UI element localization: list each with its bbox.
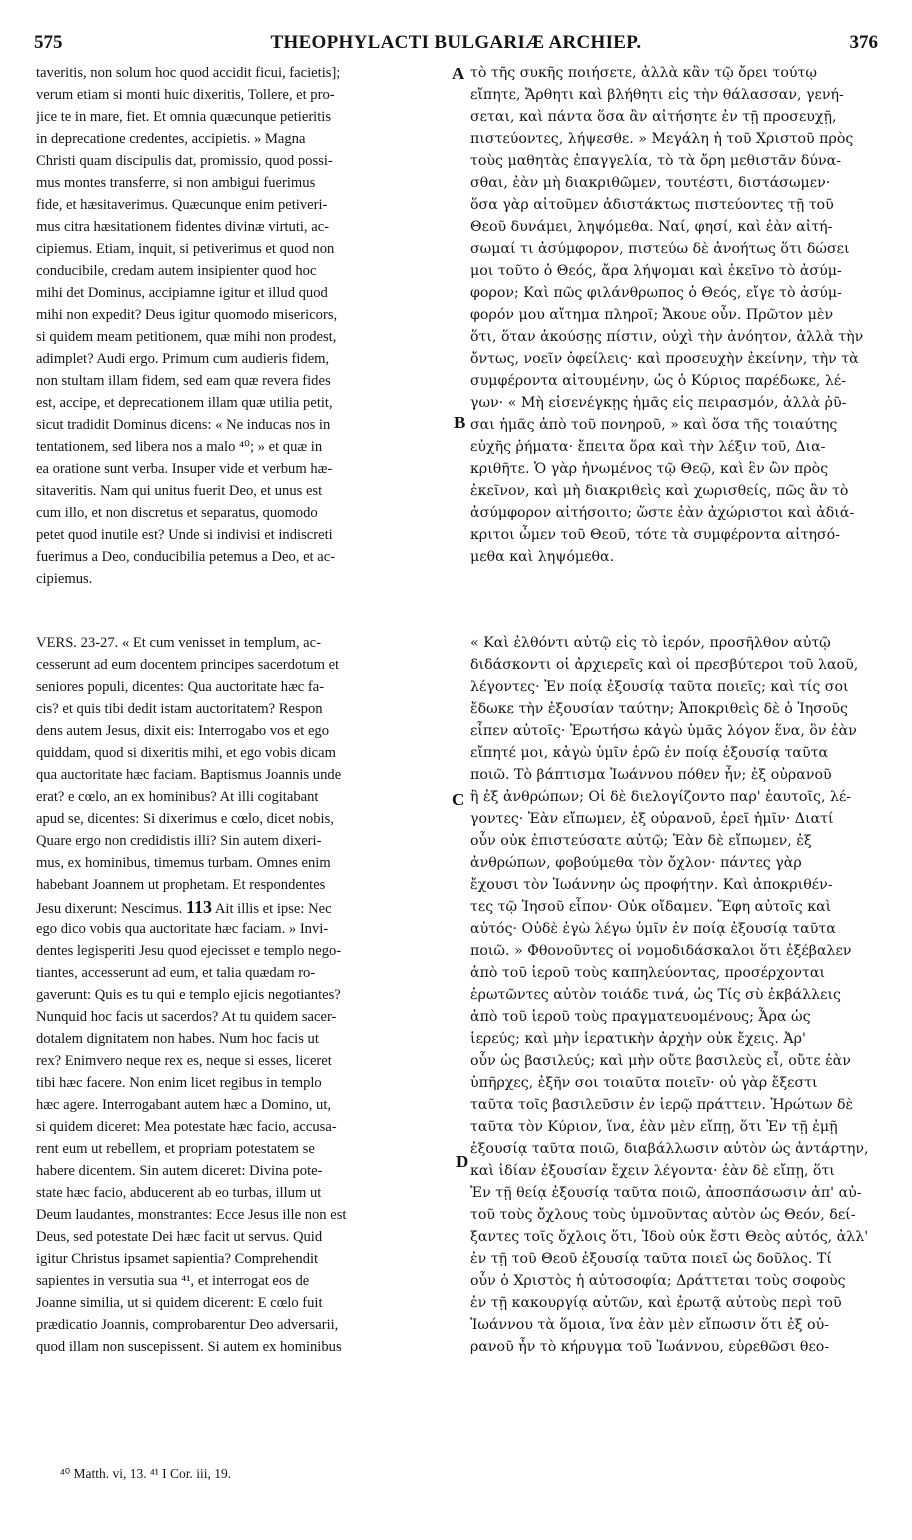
- greek-text-line: συμφέροντα αἰτουμένην, ὡς ὁ Κύριος παρέδωκε, λέ-: [470, 373, 847, 389]
- latin-text-line: dotalem dignitatem non habes. Num hoc facis ut: [36, 1031, 319, 1047]
- greek-text-line: κριτοι ὦμεν τοῦ Θεοῦ, τότε τὰ συμφέροντα αἰτησό-: [470, 527, 841, 543]
- latin-text-line: jice te in mare, fiet. Et omnia quæcunque petieritis: [36, 109, 332, 125]
- greek-text-line: οὖν ὁ Χριστὸς ἡ αὐτοσοφία; Δράττεται τοὺς σοφοὺς: [470, 1273, 846, 1289]
- greek-text-line: σωμαί τι ἀσύμφορον, πιστεύω δὲ ἀνοήτως ὅτι δώσει: [470, 241, 850, 257]
- margin-letter-a: A: [452, 64, 465, 83]
- latin-text-line: fide, et hæsitaverimus. Quæcunque enim petiveri-: [36, 197, 328, 213]
- latin-text-line: habere dicentem. Sin autem diceret: Divina pote-: [36, 1163, 323, 1179]
- greek-text-line: ἢ ἐξ ἀνθρώπων; Οἱ δὲ διελογίζοντο παρ' ἑαυτοῖς, λέ-: [470, 789, 852, 805]
- greek-text-line: ταῦτα τὸν Κύριον, ἵνα, ἐὰν μὲν εἴπῃ, ὅτι Ἐν τῇ ἐμῇ: [470, 1119, 838, 1135]
- latin-text-line: dentes legisperiti Jesu quod ejecisset e templo nego-: [36, 943, 342, 959]
- latin-text-line: Deum laudantes, monstrantes: Ecce Jesus ille non est: [36, 1207, 347, 1223]
- greek-text-line: μοι τοῦτο ὁ Θεός, ἄρα λήψομαι καὶ ἐκεῖνο τὸ ἀσύμ-: [470, 263, 842, 279]
- page-number-left: 575: [34, 32, 63, 53]
- margin-letter-d: D: [456, 1152, 469, 1171]
- latin-text-line: qua auctoritate hæc faciam. Baptismus Joannis unde: [36, 767, 342, 783]
- latin-text-segment: Ait illis et ipse: Nec: [214, 901, 332, 917]
- greek-text-line: Θεοῦ δυνάμει, ληψόμεθα. Ναί, φησί, καὶ ἐὰν αἰτή-: [470, 219, 833, 235]
- latin-text-line: fuerimus a Deo, conducibilia petemus a Deo, et ac-: [36, 549, 336, 565]
- greek-text-line: ἱερεύς; καὶ μὴν ἱερατικὴν ἀρχὴν οὐκ ἔχεις. Ἀρ': [470, 1031, 806, 1047]
- latin-text-line: Christi quam discipulis dat, promissio, quod possi-: [36, 153, 333, 169]
- greek-text-line: διδάσκοντι οἱ ἀρχιερεῖς καὶ οἱ πρεσβύτεροι τοῦ λαοῦ,: [470, 657, 859, 673]
- latin-text-line: ea oratione sunt verba. Insuper vide et verbum hæ-: [36, 461, 333, 477]
- latin-text-line: quiddam, quod si dixeritis mihi, et ego vobis dicam: [36, 745, 336, 761]
- latin-text-line: state hæc facio, abducerent ab eo turbas, illum ut: [36, 1185, 322, 1201]
- latin-text-line: tentationem, sed libera nos a malo ⁴⁰; » et quæ in: [36, 439, 323, 455]
- greek-text-line: καὶ ἰδίαν ἐξουσίαν ἔχειν λέγοντα· ἐὰν δὲ εἴπῃ, ὅτι: [470, 1163, 835, 1179]
- greek-text-line: ποιῶ. Τὸ βάπτισμα Ἰωάννου πόθεν ἦν; ἐξ οὐρανοῦ: [470, 767, 832, 783]
- greek-text-line: αὐτός· Οὐδὲ ἐγὼ λέγω ὑμῖν ἐν ποίᾳ ἐξουσίᾳ ταῦτα: [470, 921, 836, 937]
- latin-column-bottom: [36, 632, 452, 1358]
- greek-text-line: οὖν οὐκ ἐπιστεύσατε αὐτῷ; Ἐὰν δὲ εἴπωμεν, ἐξ: [470, 833, 812, 849]
- greek-text-line: λέγοντες· Ἐν ποίᾳ ἐξουσίᾳ ταῦτα ποιεῖς; καὶ τίς σοι: [470, 679, 849, 695]
- greek-text-line: πιστεύοντες, λήψεσθε. » Μεγάλη ἡ τοῦ Χριστοῦ πρὸς: [470, 131, 854, 147]
- latin-text-line: rex? Enimvero neque rex es, neque si esses, liceret: [36, 1053, 332, 1069]
- latin-text-line: mihi det Dominus, accipiamne igitur et illud quod: [36, 285, 328, 301]
- greek-text-line: ἐξουσίᾳ ταῦτα ποιῶ, διαβάλλωσιν αὐτὸν ὡς ἀντάρτην,: [470, 1141, 869, 1157]
- greek-text-line: τὸ τῆς συκῆς ποιήσετε, ἀλλὰ κἂν τῷ ὄρει τούτῳ: [470, 65, 817, 81]
- greek-text-line: ξαντες τοῖς ὄχλοις ὅτι, Ἰδοὺ οὐκ ἔστι Θεὸς αὐτός, ἀλλ': [470, 1229, 869, 1245]
- latin-text-line: sicut tradidit Dominus dicens: « Ne inducas nos in: [36, 417, 331, 433]
- greek-text-line: φορόν μου αἴτημα πληροῖ; Ἄκουε οὖν. Πρῶτον μὲν: [470, 307, 834, 323]
- latin-text-line: Deus, sed potestate Dei hæc facit ut servus. Quid: [36, 1229, 323, 1245]
- latin-text-line: verum etiam si monti huic dixeritis, Tollere, et pro-: [36, 87, 335, 103]
- latin-text-line: est, accipe, et deprecationem illam quæ utilia petit,: [36, 395, 333, 411]
- latin-text-line: cipiemus. Etiam, inquit, si petiverimus et quod non: [36, 241, 335, 257]
- latin-text-line: Quare ergo non credidistis illi? Sin autem dixeri-: [36, 833, 322, 849]
- latin-text-line: si quidem meam petitionem, quæ mihi non prodest,: [36, 329, 337, 345]
- greek-text-line: ἀνθρώπων, φοβούμεθα τὸν ὄχλον· πάντες γὰρ: [470, 855, 802, 871]
- latin-text-line: cesserunt ad eum docentem principes sacerdotum et: [36, 657, 340, 673]
- page-number-right: 376: [849, 32, 878, 53]
- greek-text-line: ὑπῆρχες, ἐξῆν σοι τοιαῦτα ποιεῖν· οὐ γὰρ ἔξεστι: [470, 1075, 818, 1091]
- greek-text-line: ἔχουσι τὸν Ἰωάννην ὡς προφήτην. Καὶ ἀποκριθέν-: [470, 877, 833, 893]
- latin-text-line: apud se, dicentes: Si dixerimus e cœlo, dicet nobis,: [36, 811, 334, 827]
- latin-text-line: non stultam illam fidem, sed eam quæ revera fides: [36, 373, 331, 389]
- latin-text-line: cis? et quis tibi dedit istam auctoritatem? Respon: [36, 701, 323, 717]
- latin-text-line: in deprecatione credentes, accipietis. » Magna: [36, 131, 306, 147]
- latin-text-line: tiantes, accesserunt ad eum, et talia quædam ro-: [36, 965, 316, 981]
- greek-column-bottom: [470, 632, 882, 1358]
- latin-text-line: gaverunt: Quis es tu qui e templo ejicis negotiantes?: [36, 987, 341, 1003]
- latin-text-line: quod illam non suscepissent. Si autem ex hominibus: [36, 1339, 342, 1355]
- footnote: ⁴⁰ Matth. vi, 13. ⁴¹ I Cor. iii, 19.: [60, 1466, 232, 1481]
- greek-text-line: γοντες· Ἐὰν εἴπωμεν, ἐξ οὐρανοῦ, ἐρεῖ ἡμῖν· Διατί: [470, 811, 834, 827]
- greek-text-line: ρανοῦ ἦν τὸ κήρυγμα τοῦ Ἰωάννου, εὑρεθῶσι θεο-: [470, 1339, 830, 1355]
- greek-text-line: εἴπητε, Ἄρθητι καὶ βλήθητι εἰς τὴν θάλασσαν, γενή-: [470, 87, 844, 103]
- greek-text-line: ἐκεῖνον, καὶ μὴ διακριθεὶς καὶ χωρισθείς, πῶς ἂν τὸ: [470, 483, 849, 499]
- greek-text-line: ἀπὸ τοῦ ἱεροῦ τοὺς καπηλεύοντας, προσέρχονται: [470, 965, 826, 981]
- greek-text-line: γων· « Μὴ εἰσενέγκῃς ἡμᾶς εἰς πειρασμόν, ἀλλὰ ῥῦ-: [470, 395, 847, 411]
- greek-text-line: μεθα καὶ ληψόμεθα.: [470, 549, 615, 565]
- latin-text-line: seniores populi, dicentes: Qua auctoritate hæc fa-: [36, 679, 325, 695]
- latin-text-line: VERS. 23-27. « Et cum venisset in templum, ac-: [36, 635, 321, 651]
- greek-text-line: εἴπητέ μοι, κἀγὼ ὑμῖν ἐρῶ ἐν ποίᾳ ἐξουσίᾳ ταῦτα: [470, 745, 829, 761]
- latin-text-line: igitur Christus ipsamet sapientia? Comprehendit: [36, 1251, 319, 1267]
- latin-text-line: erat? e cœlo, an ex hominibus? At illi cogitabant: [36, 789, 319, 805]
- latin-text-line: si quidem diceret: Mea potestate hæc facio, accusa-: [36, 1119, 337, 1135]
- latin-text-line: cipiemus.: [36, 571, 93, 587]
- latin-text-line: Joanne similia, ut si quidem dicerent: E cœlo fuit: [36, 1295, 323, 1311]
- greek-text-line: ὄντως, νοεῖν ὀφείλεις· καὶ προσευχὴν ἐκείνην, τὴν τὰ: [470, 351, 859, 367]
- latin-text-line: hæc agere. Interrogabant autem hæc a Domino, ut,: [36, 1097, 332, 1113]
- latin-text-line: Nunquid hoc facis ut sacerdos? At tu quidem sacer-: [36, 1009, 337, 1025]
- greek-text-line: κριθῆτε. Ὁ γὰρ ἡνωμένος τῷ Θεῷ, καὶ ἓν ὢν πρὸς: [470, 461, 829, 477]
- greek-text-line: ὅσα γὰρ αἰτοῦμεν ἀδιστάκτως πιστεύοντες τῇ τοῦ: [470, 197, 834, 213]
- latin-text-line: taveritis, non solum hoc quod accidit ficui, facietis];: [36, 65, 341, 81]
- latin-text-line: petet quod inutile est? Unde si indivisi et indiscreti: [36, 527, 333, 543]
- latin-text-line: sapientes in versutia sua ⁴¹, et interrogat eos de: [36, 1273, 310, 1289]
- latin-text-line: sitaveritis. Nam qui unitus fuerit Deo, et unus est: [36, 483, 323, 499]
- latin-text-line: rent eum ut rebellem, et propriam potestatem se: [36, 1141, 315, 1157]
- greek-text-line: ὅτι, ὅταν ἀκούσῃς πίστιν, οὐχὶ τὴν ἀνόητον, ἀλλὰ τὴν: [470, 329, 864, 345]
- latin-text-line: dens autem Jesus, dixit eis: Interrogabo vos et ego: [36, 723, 330, 739]
- latin-text-line: cum illo, et non discretus et separatus, quomodo: [36, 505, 318, 521]
- greek-text-line: ἀσύμφορον αἰτήσοιτο; ὥστε ἐὰν ἀχώριστοι καὶ ἀδιά-: [470, 505, 855, 521]
- latin-text-line: mus citra hæsitationem fidentes divinæ virtuti, ac-: [36, 219, 330, 235]
- latin-text-line: habebant Joannem ut prophetam. Et respondentes: [36, 877, 326, 893]
- latin-text-line: mihi non expedit? Deus igitur quomodo misericors,: [36, 307, 338, 323]
- greek-text-line: « Καὶ ἐλθόντι αὐτῷ εἰς τὸ ἱερόν, προσῆλθον αὐτῷ: [470, 635, 831, 651]
- greek-text-line: εἶπεν αὐτοῖς· Ἐρωτήσω κἀγὼ ὑμᾶς λόγον ἕνα, ὃν ἐὰν: [470, 723, 857, 739]
- greek-text-line: τες τῷ Ἰησοῦ εἶπον· Οὐκ οἴδαμεν. Ἔφη αὐτοῖς καὶ: [470, 899, 832, 915]
- margin-letter-c: C: [452, 790, 465, 809]
- greek-text-line: τοῦ τοὺς ὄχλους τοὺς ὑμνοῦντας αὐτὸν ὡς Θεόν, δεί-: [470, 1207, 856, 1223]
- greek-text-line: Ἐν τῇ θείᾳ ἐξουσίᾳ ταῦτα ποιῶ, ἀποσπάσωσιν ἀπ' αὐ-: [470, 1185, 862, 1201]
- greek-text-line: εὐχῆς ῥήματα· ἔπειτα ὅρα καὶ τὴν λέξιν τοῦ, Δια-: [470, 439, 826, 455]
- greek-text-line: ποιῶ. » Φθονοῦντες οἱ νομοδιδάσκαλοι ὅτι ἐξέβαλεν: [470, 943, 852, 959]
- latin-column-top: [36, 62, 452, 590]
- latin-text-line: conducibile, credam autem insipienter quod hoc: [36, 263, 317, 279]
- greek-text-line: ἀπὸ τοῦ ἱεροῦ τοὺς πραγματευομένους; Ἆρα ὡς: [470, 1009, 811, 1025]
- latin-text-line: adimplet? Audi ergo. Primum cum audieris fidem,: [36, 351, 330, 367]
- latin-text-segment: Jesu dixerunt: Nescimus.: [36, 901, 183, 917]
- greek-text-line: οὖν ὡς βασιλεύς; καὶ μὴν οὔτε βασιλεὺς εἶ, οὔτε ἐὰν: [470, 1053, 851, 1069]
- latin-text-line: [36, 896, 452, 918]
- latin-text-line: tibi hæc facere. Non enim licet regibus in templo: [36, 1075, 322, 1091]
- latin-text-line: mus montes transferre, si non ambigui fuerimus: [36, 175, 316, 191]
- greek-text-line: Ἰωάννου τὰ ὅμοια, ἵνα ἐὰν μὲν εἴπωσιν ὅτι ἐξ οὐ-: [470, 1317, 829, 1333]
- greek-text-line: σαι ἡμᾶς ἀπὸ τοῦ πονηροῦ, » καὶ ὅσα τῆς τοιαύτης: [470, 417, 838, 433]
- running-title: THEOPHYLACTI BULGARIÆ ARCHIEP.: [270, 32, 642, 53]
- latin-text-line: prædicatio Joannis, comprobarentur Deo adversarii,: [36, 1317, 339, 1333]
- greek-text-line: ἔδωκε τὴν ἐξουσίαν ταύτην; Ἀποκριθεὶς δὲ ὁ Ἰησοῦς: [470, 701, 849, 717]
- latin-text-line: mus, ex hominibus, timemus turbam. Omnes enim: [36, 855, 331, 871]
- margin-letter-b: B: [454, 413, 466, 432]
- greek-text-line: σθαι, ἐὰν μὴ διακριθῶμεν, τουτέστι, διστάσωμεν·: [470, 175, 831, 191]
- greek-text-line: ἐρωτῶντες αὐτὸν τοιάδε τινά, ὡς Τίς σὺ ἐκβάλλεις: [470, 987, 841, 1003]
- greek-text-line: ἐν τῇ κακουργίᾳ αὐτῶν, καὶ ἐρωτᾷ αὐτοὺς περὶ τοῦ: [470, 1295, 842, 1311]
- greek-text-line: φορον; Καὶ πῶς φιλάνθρωπος ὁ Θεός, εἴγε τὸ ἀσύμ-: [470, 285, 842, 301]
- greek-text-line: ἐν τῇ τοῦ Θεοῦ ἐξουσίᾳ ταῦτα ποιεῖ ὡς δοῦλος. Τί: [470, 1251, 832, 1267]
- greek-text-line: σεται, καὶ πάντα ὅσα ἂν αἰτήσητε ἐν τῇ προσευχῇ,: [470, 109, 837, 125]
- inline-page-number: 113: [185, 897, 212, 917]
- greek-text-line: τοὺς μαθητὰς ἐπαγγελία, τὸ τὰ ὄρη μεθιστᾶν δύνα-: [470, 153, 842, 169]
- latin-text-line: ego dico vobis qua auctoritate hæc faciam. » Invi-: [36, 921, 329, 937]
- greek-text-line: ταῦτα τοῖς βασιλεῦσιν ἐν ἱερῷ πράττειν. Ἠρώτων δὲ: [470, 1097, 854, 1113]
- greek-column-top: [470, 62, 882, 568]
